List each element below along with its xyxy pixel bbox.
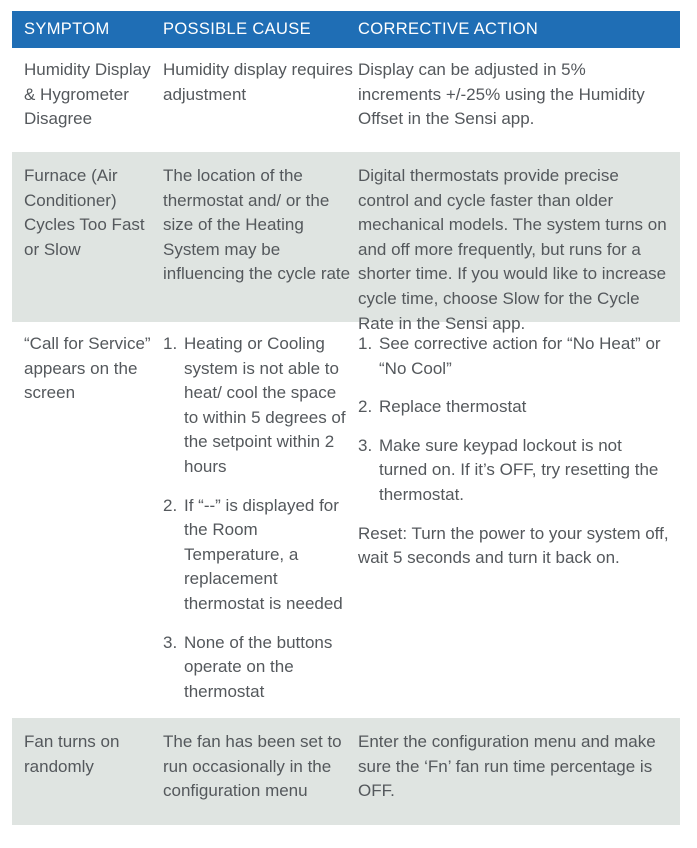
list-item-text: None of the buttons operate on the thermostat bbox=[184, 632, 333, 701]
cell-corrective-action bbox=[358, 730, 670, 804]
cell-possible-cause bbox=[163, 58, 353, 107]
cell-symptom bbox=[24, 730, 162, 779]
cell-corrective-action bbox=[358, 332, 670, 571]
list-item-text: Replace thermostat bbox=[379, 397, 527, 417]
column-header-corrective-action: CORRECTIVE ACTION bbox=[358, 20, 539, 39]
cell-corrective-action bbox=[358, 164, 670, 336]
symptom-text: Fan turns on randomly bbox=[24, 732, 120, 776]
column-header-symptom: SYMPTOM bbox=[24, 20, 110, 39]
list-item-text: Heating or Cooling system is not able to heat/ cool the space to within 5 degrees of the setpoint within 2 hours bbox=[184, 334, 346, 476]
cell-symptom bbox=[24, 332, 162, 406]
action-text: Enter the configuration menu and make sure the ‘Fn’ fan run time percentage is OFF. bbox=[358, 732, 656, 801]
cause-text: Humidity display requires adjustment bbox=[163, 60, 353, 104]
cell-corrective-action bbox=[358, 58, 670, 132]
symptom-text: Humidity Display & Hygrometer Disagree bbox=[24, 60, 151, 129]
list-marker: 1. bbox=[358, 334, 373, 353]
possible-cause-list bbox=[163, 332, 353, 704]
list-item-text: Make sure keypad lockout is not turned on. If it’s OFF, try resetting the thermostat. bbox=[379, 435, 659, 504]
list-item bbox=[163, 494, 353, 617]
cell-possible-cause bbox=[163, 164, 353, 287]
list-marker: 3. bbox=[358, 435, 373, 455]
reset-note: Reset: Turn the power to your system off, wait 5 seconds and turn it back on. bbox=[358, 523, 669, 568]
list-marker: 3. bbox=[163, 632, 178, 652]
table-row bbox=[12, 326, 680, 718]
list-marker: 2. bbox=[358, 397, 373, 417]
table-row bbox=[12, 718, 680, 825]
table-row bbox=[12, 152, 680, 333]
action-text: Display can be adjusted in 5% increments +/-25% using the Humidity Offset in the Sensi app. bbox=[358, 60, 645, 129]
table-header-row bbox=[12, 11, 680, 48]
cell-symptom bbox=[24, 164, 162, 262]
list-item-text: See corrective action for “No Heat” or “No Cool” bbox=[379, 334, 661, 378]
list-item bbox=[358, 332, 670, 381]
list-item bbox=[358, 434, 670, 508]
list-marker: 2. bbox=[163, 495, 178, 515]
column-header-possible-cause: POSSIBLE CAUSE bbox=[163, 20, 311, 39]
action-text: Digital thermostats provide precise control and cycle faster than older mechanical models. The system turns on and off more frequently, but runs for a shorter time. If you would like to increase cycle time, choose Slow for the Cycle Rate in the Sensi app. bbox=[358, 166, 667, 333]
symptom-text: “Call for Service” appears on the screen bbox=[24, 334, 151, 403]
symptom-text: Furnace (Air Conditioner) Cycles Too Fast or Slow bbox=[24, 166, 145, 259]
list-item bbox=[358, 395, 670, 420]
cell-possible-cause bbox=[163, 332, 353, 704]
list-marker: 1. bbox=[163, 334, 178, 353]
list-item bbox=[163, 332, 353, 480]
list-item-text: If “--” is displayed for the Room Temperature, a replacement thermostat is needed bbox=[184, 495, 343, 613]
table-row bbox=[12, 52, 680, 152]
cause-text: The fan has been set to run occasionally in the configuration menu bbox=[163, 732, 342, 801]
cause-text: The location of the thermostat and/ or the size of the Heating System may be influencing the cycle rate bbox=[163, 166, 351, 284]
cell-symptom bbox=[24, 58, 162, 132]
list-item bbox=[163, 631, 353, 705]
corrective-action-list bbox=[358, 332, 670, 508]
cell-possible-cause bbox=[163, 730, 353, 804]
